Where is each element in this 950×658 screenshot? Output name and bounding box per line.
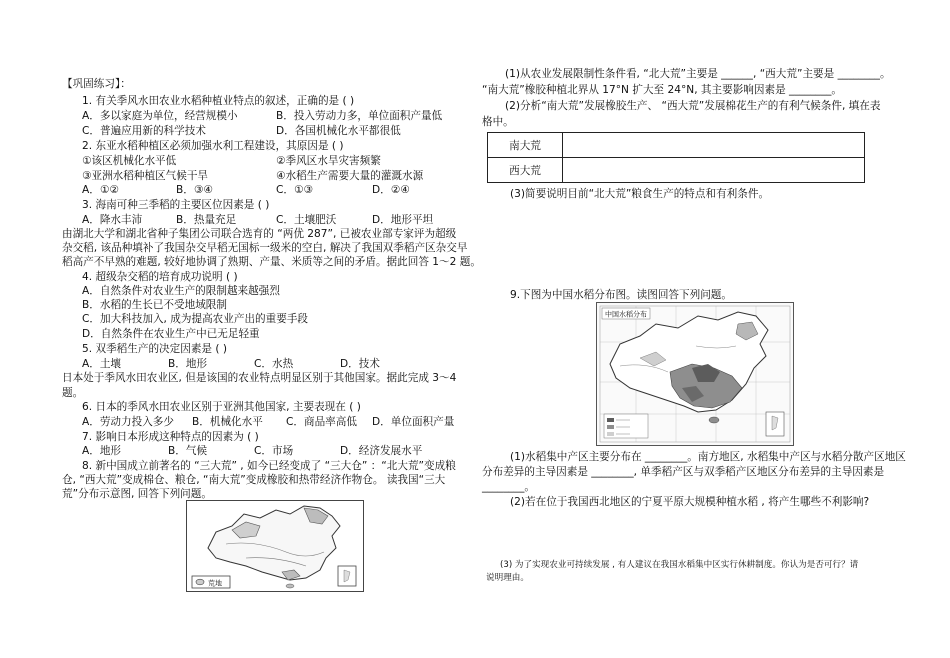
rice-distribution-map bbox=[596, 302, 794, 446]
option-6d: D．单位面积产量 bbox=[372, 416, 455, 428]
section-header: 【巩固练习】： bbox=[62, 78, 131, 90]
option-1a: A．多以家庭为单位，经营规模小 bbox=[82, 110, 238, 122]
option-4a: A．自然条件对农业生产的限制越来越强烈 bbox=[82, 285, 280, 297]
question-5: 5. 双季稻生产的决定因素是 ( ) bbox=[82, 343, 228, 355]
option-7d: D．经济发展水平 bbox=[340, 445, 423, 457]
question-2: 2. 东亚水稻种植区必须加强水利工程建设，其原因是 ( ) bbox=[82, 140, 344, 152]
question-3: 3. 海南可种三季稻的主要区位因素是 ( ) bbox=[82, 199, 270, 211]
question-6: 6. 日本的季风水田农业区别于亚洲其他国家, 主要表现在 ( ) bbox=[82, 401, 361, 413]
option-4b: B．水稻的生长已不受地域限制 bbox=[82, 299, 227, 311]
statement-2-4: ④水稻生产需要大量的灌溉水源 bbox=[276, 170, 424, 182]
option-1d: D．各国机械化水平都很低 bbox=[276, 125, 401, 137]
option-4d: D．自然条件在农业生产中已无足轻重 bbox=[82, 328, 260, 340]
option-3a: A．降水丰沛 bbox=[82, 214, 143, 226]
option-7a: A．地形 bbox=[82, 445, 122, 457]
option-5d: D．技术 bbox=[340, 358, 380, 370]
q8-sub1-line-2: “南大荒”橡胶种植北界从 17°N 扩大至 24°N, 其主要影响因素是 ________。 bbox=[482, 84, 843, 96]
question-7: 7. 影响日本形成这种特点的因素为 ( ) bbox=[82, 431, 259, 443]
q8-sub1-line-1: (1)从农业发展限制性条件看, “北大荒”主要是 ______, “西大荒”主要是 ________。 bbox=[505, 68, 891, 80]
q9-sub3-line-1: (3) 为了实现农业可持续发展 , 有人建议在我国水稻集中区实行休耕制度。你认为是否可行？请 bbox=[500, 560, 859, 570]
table-row bbox=[488, 133, 865, 158]
question-9: 9.下图为中国水稻分布图。读图回答下列问题。 bbox=[510, 289, 732, 301]
question-8-line-3: 荒”分布示意图, 回答下列问题。 bbox=[62, 488, 212, 500]
passage-2-line-1: 日本处于季风水田农业区, 但是该国的农业特点明显区别于其他国家。据此完成 3～4 bbox=[62, 372, 457, 384]
wasteland-map-drawing bbox=[186, 500, 364, 592]
option-2b: B．③④ bbox=[176, 184, 213, 196]
row-label-west: 西大荒 bbox=[488, 158, 563, 183]
option-5c: C．水热 bbox=[254, 358, 294, 370]
option-1b: B．投入劳动力多，单位面积产量低 bbox=[276, 110, 443, 122]
q9-sub1-line-1: (1)水稻集中产区主要分布在 ________。南方地区, 水稻集中产区与水稻分散产区地区 bbox=[510, 451, 906, 463]
passage-1-line-3: 稻高产不早熟的难题, 较好地协调了熟期、产量、米质等之间的矛盾。据此回答 1～2 题。 bbox=[62, 256, 481, 268]
question-1: 1. 有关季风水田农业水稻种植业特点的叙述，正确的是 ( ) bbox=[82, 95, 355, 107]
statement-2-3: ③亚洲水稻种植区气候干旱 bbox=[82, 170, 209, 182]
option-6a: A．劳动力投入多少 bbox=[82, 416, 174, 428]
option-7b: B．气候 bbox=[168, 445, 208, 457]
passage-1-line-2: 杂交稻, 该品种填补了我国杂交早稻无国标一级米的空白, 解决了我国双季稻产区杂交早 bbox=[62, 242, 468, 254]
option-5b: B．地形 bbox=[168, 358, 208, 370]
q8-sub3: (3)简要说明目前“北大荒”粮食生产的特点和有利条件。 bbox=[510, 188, 770, 200]
table-row bbox=[488, 158, 865, 183]
climate-answer-table bbox=[487, 132, 865, 183]
option-4c: C．加大科技加入, 成为提高农业产出的重要手段 bbox=[82, 313, 309, 325]
option-3b: B．热量充足 bbox=[176, 214, 237, 226]
wasteland-map bbox=[186, 500, 364, 592]
passage-1-line-1: 由湖北大学和湖北省种子集团公司联合选育的 “两优 287”, 已被农业部专家评为超级 bbox=[62, 228, 457, 240]
option-3d: D．地形平坦 bbox=[372, 214, 434, 226]
option-1c: C．普遍应用新的科学技术 bbox=[82, 125, 206, 137]
question-8-line-1: 8. 新中国成立前著名的 “三大荒” , 如今已经变成了 “三大仓” ：“北大荒”变成粮 bbox=[82, 460, 456, 472]
question-4: 4. 超级杂交稻的培育成功说明 ( ) bbox=[82, 271, 238, 283]
passage-2-line-2: 题。 bbox=[62, 387, 84, 399]
q9-sub1-line-2: 分布差异的主导因素是 ________, 单季稻产区与双季稻产区地区分布差异的主导因素是 bbox=[482, 466, 885, 478]
rice-map-drawing bbox=[596, 302, 794, 446]
statement-2-2: ②季风区水旱灾害频繁 bbox=[276, 155, 381, 167]
q8-sub2-line-1: (2)分析“南大荒”发展橡胶生产、 “西大荒”发展棉花生产的有利气候条件, 填在表 bbox=[505, 100, 881, 112]
answer-cell-west[interactable] bbox=[563, 158, 865, 183]
option-2d: D．②④ bbox=[372, 184, 410, 196]
option-2c: C．①③ bbox=[276, 184, 313, 196]
option-5a: A．土壤 bbox=[82, 358, 122, 370]
q8-sub2-line-2: 格中。 bbox=[482, 116, 514, 128]
question-8-line-2: 仓, “西大荒”变成棉仓、粮仓, “南大荒”变成橡胶和热带经济作物仓。 读我国“三大 bbox=[62, 474, 446, 486]
answer-cell-south[interactable] bbox=[563, 133, 865, 158]
rice-map-title: 中国水稻分布 bbox=[605, 310, 647, 319]
q9-sub1-line-3: ________。 bbox=[482, 481, 535, 493]
option-2a: A．①② bbox=[82, 184, 119, 196]
option-6b: B．机械化水平 bbox=[192, 416, 263, 428]
map-legend-label: 荒地 bbox=[208, 579, 222, 588]
q9-sub3-line-2: 说明理由。 bbox=[486, 573, 529, 583]
option-7c: C．市场 bbox=[254, 445, 294, 457]
option-3c: C．土壤肥沃 bbox=[276, 214, 337, 226]
row-label-south: 南大荒 bbox=[488, 133, 563, 158]
q9-sub2: (2)若在位于我国西北地区的宁夏平原大规模种植水稻 , 将产生哪些不利影响? bbox=[510, 496, 870, 508]
option-6c: C．商品率高低 bbox=[286, 416, 357, 428]
statement-2-1: ①该区机械化水平低 bbox=[82, 155, 177, 167]
